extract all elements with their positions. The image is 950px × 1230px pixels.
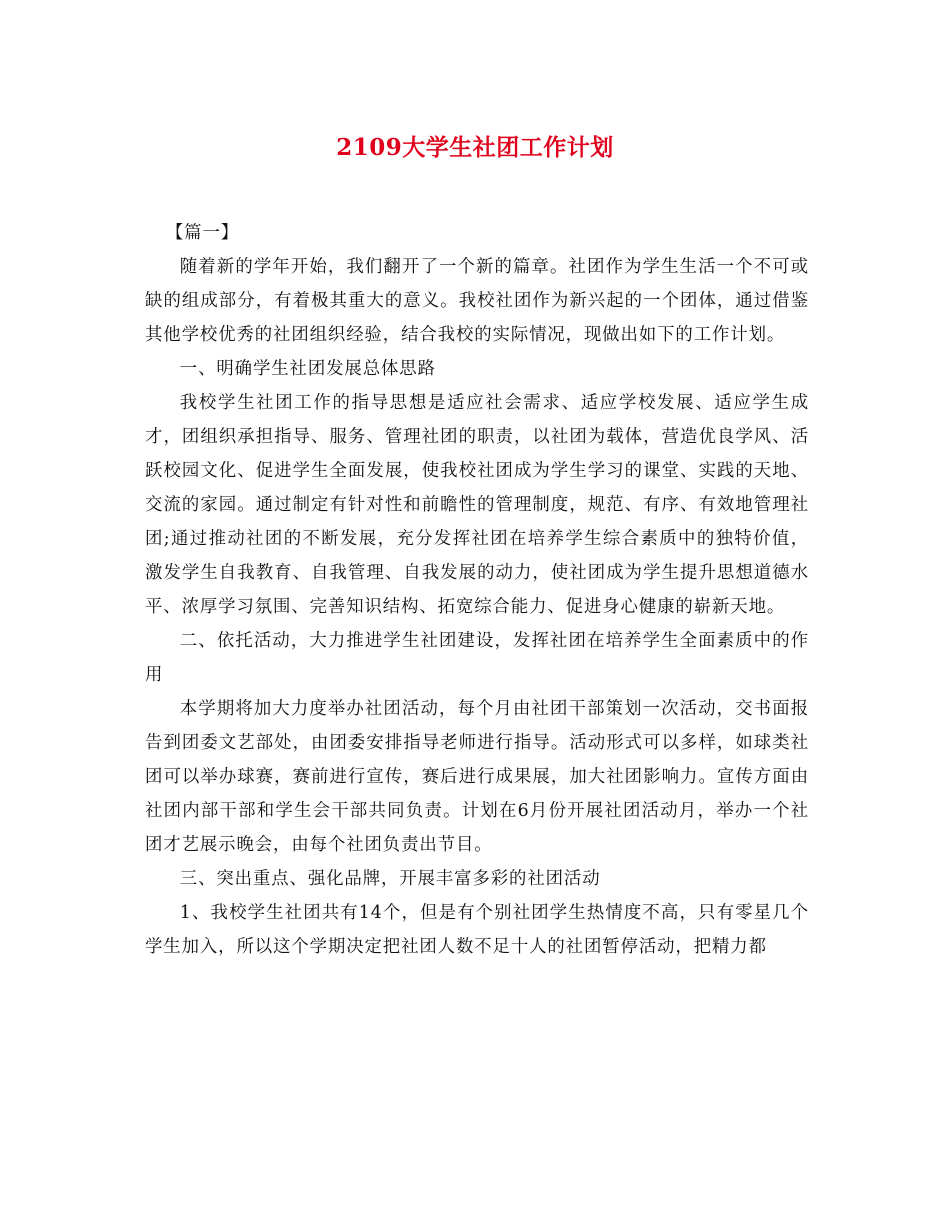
- heading-section-1: 一、明确学生社团发展总体思路: [179, 359, 436, 379]
- heading-section-3: 三、突出重点、强化品牌，开展丰富多彩的社团活动: [179, 869, 601, 889]
- heading-section-2: 二、依托活动，大力推进学生社团建设，发挥社团在培养学生全面素质中的作用: [145, 631, 809, 685]
- paragraph-section-1: 我校学生社团工作的指导思想是适应社会需求、适应学校发展、适应学生成才，团组织承担指导、服务、管理社团的职责，以社团为载体，营造优良学风、活跃校园文化、促进学生全面发展，使我校社团成为学生学习的课堂、实践的天地、交流的家园。通过制定有针对性和前瞻性的管理制度，规范、有序、有效地管理社团;通过推动社团的不断发展，充分发挥社团在培养学生综合素质中的独特价值，激发学生自我教育、自我管理、自我发展的动力，使社团成为学生提升思想道德水平、浓厚学习氛围、完善知识结构、拓宽综合能力、促进身心健康的崭新天地。: [145, 393, 809, 617]
- paragraph-intro: 随着新的学年开始，我们翻开了一个新的篇章。社团作为学生生活一个不可或缺的组成部分，有着极其重大的意义。我校社团作为新兴起的一个团体，通过借鉴其他学校优秀的社团组织经验，结合我校的实际情况，现做出如下的工作计划。: [145, 257, 809, 345]
- document-title: 2109大学生社团工作计划: [336, 134, 614, 161]
- section-label: 【篇一】: [165, 223, 240, 243]
- paragraph-section-3-item-1: 1、我校学生社团共有14个，但是有个别社团学生热情度不高，只有零星几个学生加入，所以这个学期决定把社团人数不足十人的社团暂停活动，把精力都: [145, 903, 809, 957]
- document-body: [145, 216, 809, 964]
- paragraph-section-2: 本学期将加大力度举办社团活动，每个月由社团干部策划一次活动，交书面报告到团委文艺部处，由团委安排指导老师进行指导。活动形式可以多样，如球类社团可以举办球赛，赛前进行宣传，赛后进行成果展，加大社团影响力。宣传方面由社团内部干部和学生会干部共同负责。计划在6月份开展社团活动月，举办一个社团才艺展示晚会，由每个社团负责出节目。: [145, 699, 809, 855]
